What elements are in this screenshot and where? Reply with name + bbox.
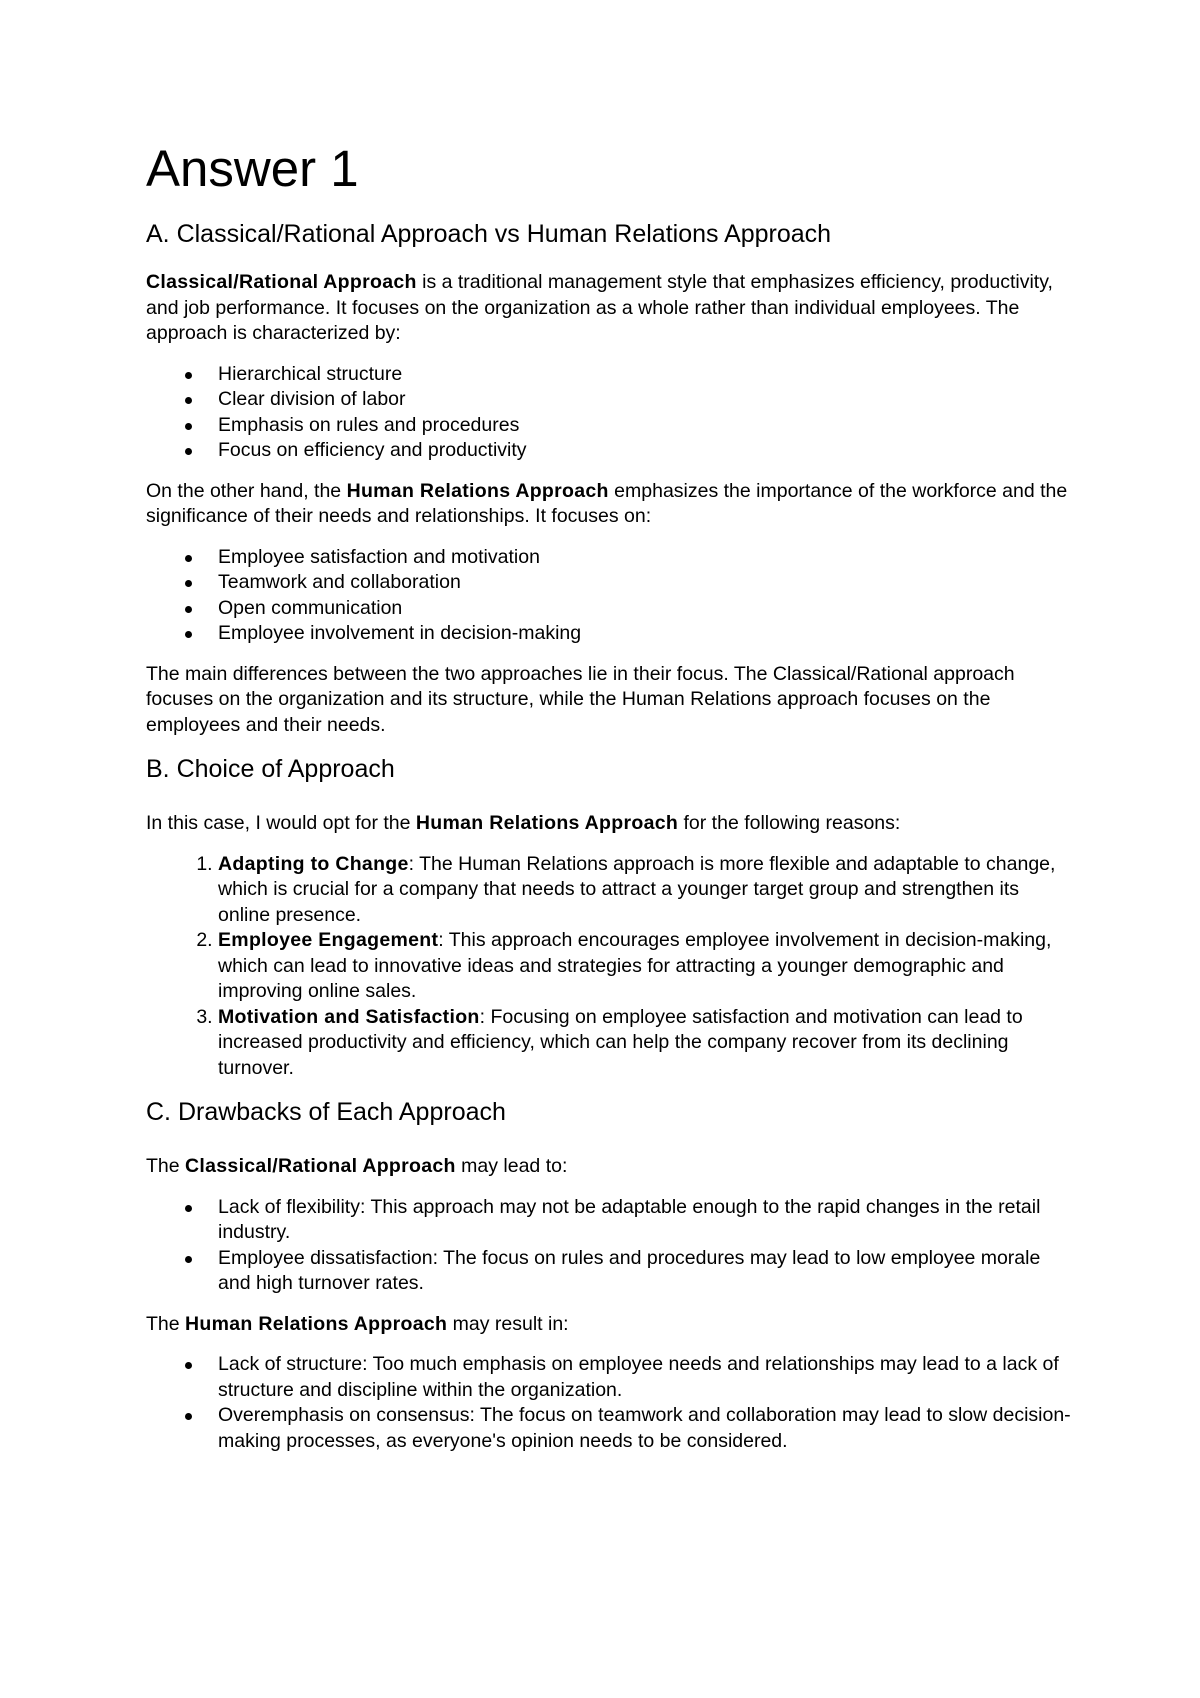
list-item: Employee satisfaction and motivation [218,545,1076,571]
classical-drawbacks-list [146,1195,1076,1297]
list-item: Employee involvement in decision-making [218,621,1076,647]
classical-drawbacks-suffix: may lead to: [455,1155,568,1177]
reasons-list [146,852,1076,1082]
list-item: Emphasis on rules and procedures [218,413,1076,439]
reason-item [218,852,1076,929]
hr-intro-prefix: On the other hand, the [146,479,347,502]
classical-characteristics-list [146,362,1076,464]
hr-drawbacks-prefix: The [146,1312,186,1335]
reason-title: Motivation and Satisfaction [218,1005,480,1028]
differences-paragraph: The main differences between the two approaches lie in their focus. The Classical/Rational approach focuses on the organization and its structure, while the Human Relations approach focuses on the employees and their needs. [146,662,1015,736]
section-b-intro-prefix: In this case, I would opt for the [146,812,416,834]
list-item: Overemphasis on consensus: The focus on teamwork and collaboration may lead to slow decision-making processes, as everyone's opinion needs to be considered. [218,1403,1076,1454]
section-b-intro [146,811,1076,837]
list-item: Open communication [218,596,1076,622]
section-a-intro [146,270,1076,347]
section-b-intro-text: for the following reasons: [678,812,901,834]
reason-item [218,928,1076,1005]
section-a-intro-text: is a traditional management style that emphasizes efficiency, productivity, and job performance. It focuses on the organization as a whole rather than individual employees. The approach is characterized by: [146,271,1053,344]
human-relations-term: Human Relations Approach [185,1312,448,1335]
human-relations-intro [146,479,1076,530]
list-item: Focus on efficiency and productivity [218,438,1076,464]
reason-text: : Focusing on employee satisfaction and motivation can lead to increased productivity and efficiency, which can help the company recover from its declining turnover. [218,1005,1023,1079]
reason-text: : The Human Relations approach is more flexible and adaptable to change, which is crucial for a company that needs to attract a younger target group and strengthen its online presence. [218,852,1056,926]
list-item: Employee dissatisfaction: The focus on rules and procedures may lead to low employee morale and high turnover rates. [218,1246,1076,1297]
human-relations-focus-list [146,545,1076,647]
reason-text: : This approach encourages employee involvement in decision-making, which can lead to innovative ideas and strategies for attracting a younger demographic and improving online sales. [218,929,1052,1002]
hr-drawbacks-intro [146,1312,1076,1338]
document-title: Answer 1 [146,140,359,197]
section-b-heading: B. Choice of Approach [146,755,395,783]
list-item: Lack of structure: Too much emphasis on employee needs and relationships may lead to a lack of structure and discipline within the organization. [218,1352,1076,1403]
classical-approach-term: Classical/Rational Approach [146,271,417,293]
human-relations-term: Human Relations Approach [415,812,679,834]
hr-drawbacks-list [146,1352,1076,1454]
list-item: Lack of flexibility: This approach may not be adaptable enough to the rapid changes in the retail industry. [218,1195,1076,1246]
document-page [146,138,1076,1469]
human-relations-term: Human Relations Approach [346,479,609,502]
reason-title: Employee Engagement [218,929,439,951]
reason-item [218,1005,1076,1082]
hr-intro-text: emphasizes the importance of the workforce and the significance of their needs and relationships. It focuses on: [146,479,1068,527]
list-item: Teamwork and collaboration [218,570,1076,596]
section-c-heading: C. Drawbacks of Each Approach [146,1098,506,1126]
classical-drawbacks-prefix: The [146,1155,186,1177]
classical-approach-term: Classical/Rational Approach [185,1155,456,1177]
list-item: Hierarchical structure [218,362,1076,388]
hr-drawbacks-suffix: may result in: [447,1312,569,1335]
classical-drawbacks-intro [146,1154,1076,1180]
reason-title: Adapting to Change [218,852,409,875]
list-item: Clear division of labor [218,387,1076,413]
section-a-heading: A. Classical/Rational Approach vs Human Relations Approach [146,220,832,248]
